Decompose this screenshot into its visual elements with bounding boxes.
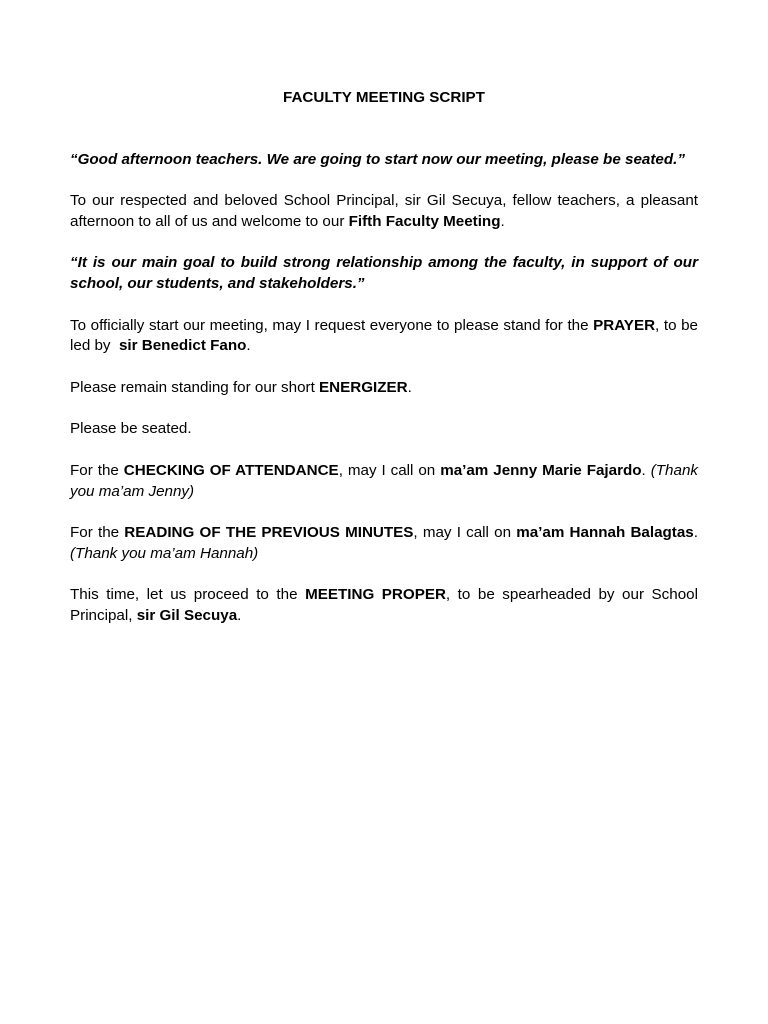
- meeting-proper-label: MEETING PROPER: [305, 586, 446, 604]
- minutes-label: READING OF THE PREVIOUS MINUTES: [124, 524, 414, 542]
- prayer-leader: sir Benedict Fano: [118, 337, 247, 355]
- meeting-name: Fifth Faculty Meeting: [348, 212, 501, 230]
- meeting-proper-mid: , to be spearheaded by our School Principal,: [70, 586, 698, 624]
- attendance-end: .: [641, 461, 651, 479]
- attendance-call: , may I call on: [338, 461, 441, 479]
- meeting-proper-end: .: [237, 606, 242, 624]
- attendance-paragraph: [70, 461, 698, 502]
- minutes-call: , may I call on: [413, 524, 517, 542]
- minutes-text: For the: [70, 524, 125, 542]
- meeting-proper-text: This time, let us proceed to the: [70, 586, 306, 604]
- minutes-person: ma’am Hannah Balagtas: [516, 524, 694, 542]
- prayer-label: PRAYER: [593, 316, 656, 334]
- goal-quote-paragraph: [70, 253, 698, 294]
- goal-quote: “It is our main goal to build strong relationship among the faculty, in support of our school, our students, and stakeholders.”: [70, 254, 698, 292]
- meeting-proper-paragraph: [70, 585, 698, 626]
- attendance-person: ma’am Jenny Marie Fajardo: [440, 461, 642, 479]
- energizer-paragraph: [70, 378, 698, 399]
- seated-paragraph: [70, 419, 698, 440]
- attendance-thanks: (Thank you ma’am Jenny): [70, 461, 698, 500]
- minutes-end: .: [693, 524, 698, 542]
- welcome-end: .: [500, 212, 505, 230]
- attendance-text: For the: [70, 461, 124, 479]
- seated-text: Please be seated.: [70, 420, 192, 438]
- energizer-label: ENERGIZER: [319, 378, 408, 396]
- prayer-paragraph: [70, 316, 703, 357]
- prayer-led-by: , to be led by: [70, 316, 703, 355]
- opening-quote-paragraph: [70, 150, 698, 171]
- welcome-text: To our respected and beloved School Principal, sir Gil Secuya, fellow teachers, a pleasant afternoon to all of us and welcome to our: [70, 192, 698, 230]
- document-body: [70, 88, 703, 648]
- principal-name: sir Gil Secuya: [136, 606, 238, 624]
- minutes-paragraph: [70, 523, 698, 564]
- welcome-paragraph: [70, 191, 698, 232]
- opening-quote: “Good afternoon teachers. We are going to start now our meeting, please be seated.”: [70, 150, 685, 168]
- attendance-label: CHECKING OF ATTENDANCE: [123, 461, 339, 479]
- prayer-end: .: [246, 337, 251, 355]
- prayer-text: To officially start our meeting, may I request everyone to please stand for the: [70, 316, 594, 334]
- energizer-end: .: [407, 378, 412, 396]
- document-title: FACULTY MEETING SCRIPT: [283, 89, 485, 106]
- minutes-thanks: (Thank you ma’am Hannah): [70, 544, 259, 562]
- energizer-text: Please remain standing for our short: [70, 378, 320, 396]
